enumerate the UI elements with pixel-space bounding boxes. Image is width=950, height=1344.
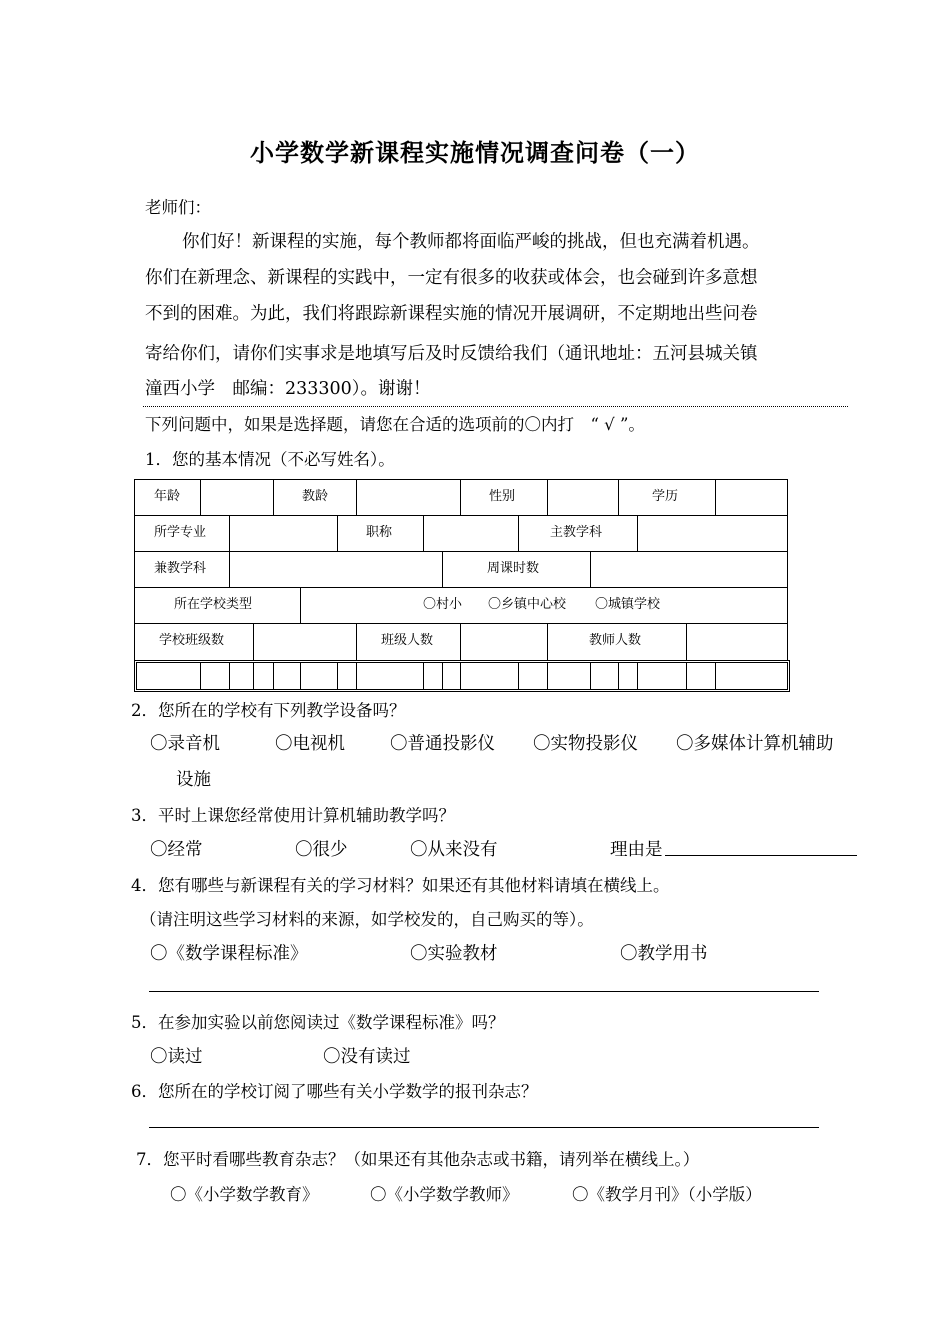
q2-option-recorder[interactable]: 〇录音机 (150, 734, 220, 754)
option-village-school[interactable]: 〇村小 (423, 597, 463, 612)
q2-option-visualizer[interactable]: 〇实物投影仪 (533, 734, 638, 754)
q4-option-curriculum-standard[interactable]: 〇《数学课程标准》 (150, 944, 308, 964)
q5-label: 5．在参加实验以前您阅读过《数学课程标准》吗？ (131, 1013, 505, 1032)
q7-label: 7．您平时看哪些教育杂志？（如果还有其他杂志或书籍，请列举在横线上。） (136, 1150, 700, 1169)
cell-weekly-hours-label: 周课时数 (487, 561, 540, 576)
cell-education-label: 学历 (652, 489, 679, 504)
cell-second-subject-label: 兼教学科 (154, 561, 207, 576)
q2-option-projector[interactable]: 〇普通投影仪 (390, 734, 495, 754)
cell-class-count-label: 学校班级数 (159, 633, 225, 648)
cell-teacher-count-label: 教师人数 (589, 633, 642, 648)
q4-note: （请注明这些学习材料的来源，如学校发的，自己购买的等）。 (140, 910, 594, 929)
intro-line-3: 不到的困难。为此，我们将跟踪新课程实施的情况开展调研，不定期地出些问卷 (145, 304, 758, 324)
q3-option-never[interactable]: 〇从来没有 (410, 840, 498, 860)
intro-line-1: 你们好！新课程的实施，每个教师都将面临严峻的挑战，但也充满着机遇。 (182, 232, 760, 252)
q6-label: 6．您所在的学校订阅了哪些有关小学数学的报刊杂志？ (131, 1082, 538, 1101)
q3-label: 3．平时上课您经常使用计算机辅助教学吗？ (131, 806, 455, 825)
q4-option-teacher-book[interactable]: 〇教学用书 (620, 944, 708, 964)
greeting: 老师们： (145, 198, 211, 217)
q2-option-multimedia[interactable]: 〇多媒体计算机辅助 (676, 734, 834, 754)
q4-label: 4．您有哪些与新课程有关的学习材料？如果还有其他材料请填在横线上。 (131, 876, 670, 895)
q6-answer-blank[interactable] (149, 1127, 819, 1128)
intro-line-2: 你们在新理念、新课程的实践中，一定有很多的收获或体会，也会碰到许多意想 (145, 268, 758, 288)
q7-option-primary-math-education[interactable]: 〇《小学数学教育》 (170, 1185, 319, 1204)
cell-teaching-years-label: 教龄 (302, 489, 329, 504)
basic-info-table (134, 479, 788, 690)
q3-option-rarely[interactable]: 〇很少 (295, 840, 348, 860)
q3-option-often[interactable]: 〇经常 (150, 840, 203, 860)
q7-option-teaching-monthly[interactable]: 〇《教学月刊》（小学版） (572, 1185, 762, 1204)
q2-label: 2．您所在的学校有下列教学设备吗？ (131, 701, 406, 720)
instruction: 下列问题中，如果是选择题，请您在合适的选项前的〇内打 “ √ ”。 (145, 415, 645, 434)
q4-option-experimental-textbook[interactable]: 〇实验教材 (410, 944, 498, 964)
cell-age-label: 年龄 (154, 489, 181, 504)
cell-class-size-label: 班级人数 (381, 633, 434, 648)
option-city-school[interactable]: 〇城镇学校 (595, 597, 661, 612)
q3-reason-blank[interactable] (665, 855, 857, 856)
cell-main-subject-label: 主教学科 (550, 525, 603, 540)
q5-option-not-read[interactable]: 〇没有读过 (323, 1047, 411, 1067)
cell-major-label: 所学专业 (154, 525, 207, 540)
separator-dotted-line (143, 406, 848, 407)
q7-option-primary-math-teacher[interactable]: 〇《小学数学教师》 (370, 1185, 519, 1204)
intro-line-4: 寄给你们，请你们实事求是地填写后及时反馈给我们（通讯地址：五河县城关镇 (145, 344, 758, 364)
intro-line-5: 潼西小学 邮编：233300）。谢谢！ (145, 379, 431, 399)
q1-label: 1．您的基本情况（不必写姓名）。 (145, 450, 395, 469)
cell-title-label: 职称 (366, 525, 393, 540)
page-title: 小学数学新课程实施情况调查问卷（一） (250, 138, 700, 167)
cell-school-type-label: 所在学校类型 (174, 597, 253, 612)
q4-answer-blank[interactable] (149, 991, 819, 992)
q2-option-tv[interactable]: 〇电视机 (275, 734, 345, 754)
q3-reason-label: 理由是 (610, 840, 663, 860)
q5-option-read[interactable]: 〇读过 (150, 1047, 203, 1067)
cell-gender-label: 性别 (489, 489, 516, 504)
table-bottom-double-row (134, 660, 790, 692)
q2-continuation: 设施 (176, 770, 211, 790)
option-town-center-school[interactable]: 〇乡镇中心校 (488, 597, 567, 612)
